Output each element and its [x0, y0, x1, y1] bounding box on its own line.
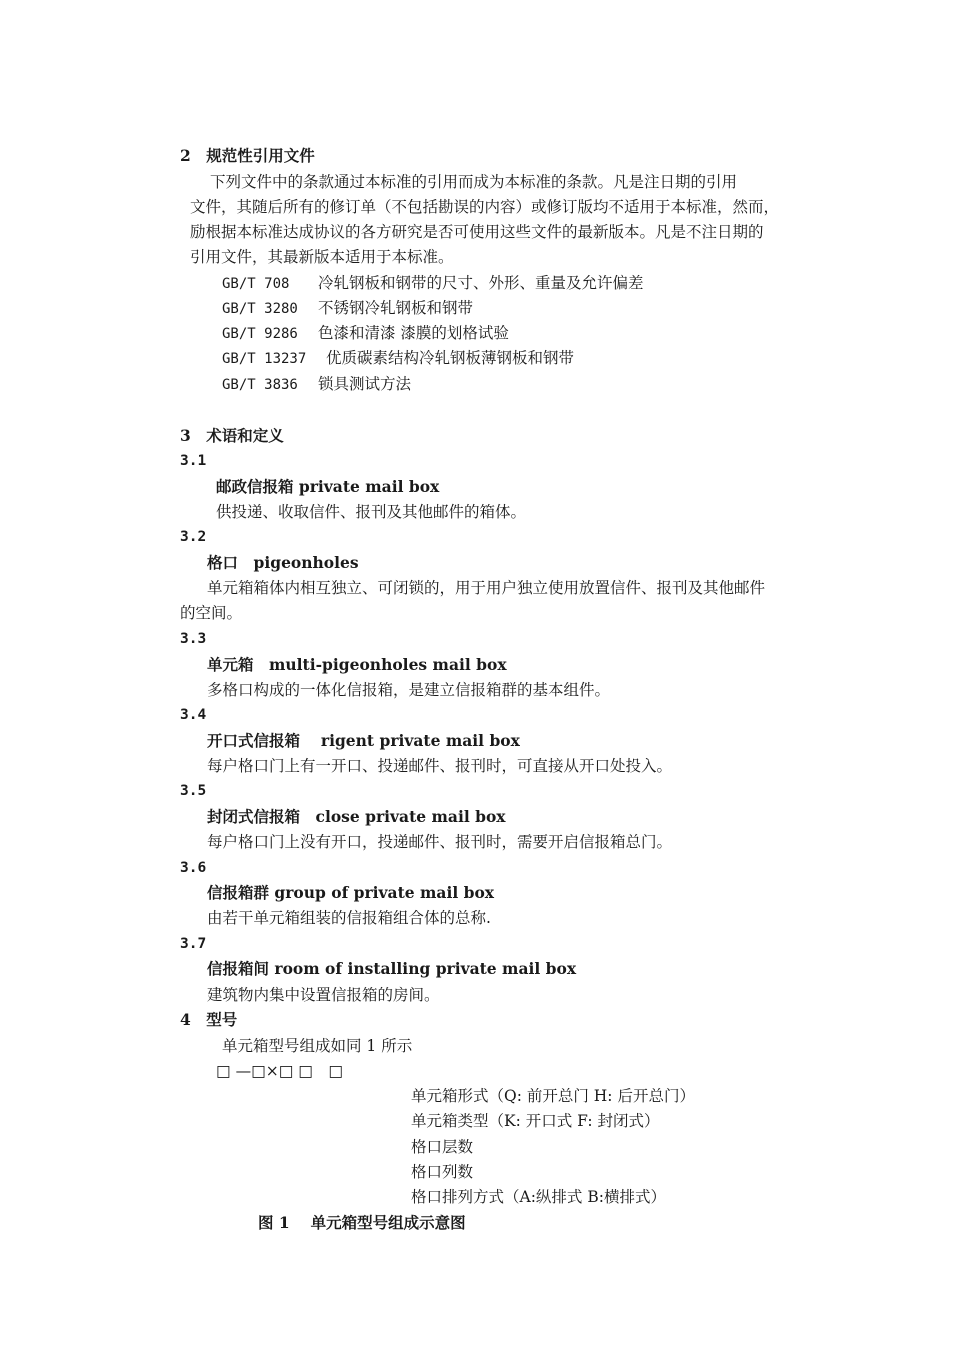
- model-legend-item: 格口层数: [411, 1138, 474, 1156]
- term-number: 3.3: [180, 631, 207, 647]
- reference-code: GB/T 9286: [222, 326, 298, 342]
- term-number: 3.6: [180, 860, 207, 876]
- reference-item: [222, 296, 473, 321]
- reference-item: [222, 271, 644, 296]
- reference-code: GB/T 708: [222, 276, 290, 292]
- section-3-heading: 3 术语和定义: [180, 426, 284, 445]
- reference-code: GB/T 3280: [222, 301, 298, 317]
- reference-title: 冷轧钢板和钢带的尺寸、外形、重量及允许偏差: [318, 274, 644, 292]
- term-definition: 由若干单元箱组装的信报箱组合体的总称.: [207, 909, 491, 927]
- term-definition: 供投递、收取信件、报刊及其他邮件的箱体。: [216, 503, 527, 521]
- term-number: 3.5: [180, 783, 207, 799]
- model-formula: □ —□×□ □ □: [216, 1062, 344, 1080]
- term-definition: 每户格口门上没有开口，投递邮件、报刊时，需要开启信报箱总门。: [207, 833, 673, 851]
- term-title: 开口式信报箱 rigent private mail box: [207, 731, 520, 750]
- model-legend-item: 格口排列方式（A:纵排式 B:横排式）: [411, 1188, 666, 1206]
- reference-code: GB/T 13237: [222, 351, 307, 367]
- term-number: 3.7: [180, 936, 207, 952]
- term-title: 信报箱群 group of private mail box: [207, 883, 495, 902]
- term-title: 单元箱 multi-pigeonholes mail box: [207, 655, 507, 674]
- term-number: 3.1: [180, 453, 207, 469]
- reference-title: 色漆和清漆 漆膜的划格试验: [318, 324, 509, 342]
- model-intro: 单元箱型号组成如同 1 所示: [222, 1037, 413, 1055]
- reference-item: [222, 346, 574, 371]
- section-2-para-line-2: 文件，其随后所有的修订单（不包括勘误的内容）或修订版均不适用于本标准，然而，: [190, 198, 780, 216]
- term-number: 3.2: [180, 529, 207, 545]
- model-legend-item: 格口列数: [411, 1163, 474, 1181]
- term-definition: 单元箱箱体内相互独立、可闭锁的，用于用户独立使用放置信件、报刊及其他邮件: [207, 579, 766, 597]
- term-title: 信报箱间 room of installing private mail box: [207, 959, 577, 978]
- term-title: 格口 pigeonholes: [207, 553, 359, 572]
- section-2-heading: 2 规范性引用文件: [180, 146, 315, 165]
- section-2-para-line-1: 下列文件中的条款通过本标准的引用而成为本标准的条款。凡是注日期的引用: [210, 173, 738, 191]
- model-legend-item: 单元箱类型（K: 开口式 F: 封闭式）: [411, 1112, 660, 1130]
- reference-title: 优质碳素结构冷轧钢板薄钢板和钢带: [326, 349, 575, 367]
- term-number: 3.4: [180, 707, 207, 723]
- term-definition: 多格口构成的一体化信报箱，是建立信报箱群的基本组件。: [207, 681, 611, 699]
- reference-item: [222, 321, 509, 346]
- figure-caption: 图 1 单元箱型号组成示意图: [258, 1213, 466, 1232]
- section-4-heading: 4 型号: [180, 1010, 238, 1029]
- reference-title: 不锈钢冷轧钢板和钢带: [318, 299, 474, 317]
- term-definition: 每户格口门上有一开口、投递邮件、报刊时，可直接从开口处投入。: [207, 757, 673, 775]
- term-definition: 建筑物内集中设置信报箱的房间。: [207, 986, 440, 1004]
- term-title: 邮政信报箱 private mail box: [216, 477, 440, 496]
- reference-code: GB/T 3836: [222, 377, 298, 393]
- section-2-para-line-3: 励根据本标准达成协议的各方研究是否可使用这些文件的最新版本。凡是不注日期的: [190, 223, 764, 241]
- term-title: 封闭式信报箱 close private mail box: [207, 807, 506, 826]
- reference-title: 锁具测试方法: [318, 375, 412, 393]
- reference-item: [222, 372, 411, 397]
- model-legend-item: 单元箱形式（Q: 前开总门 H: 后开总门）: [411, 1087, 695, 1105]
- section-2-para-line-4: 引用文件，其最新版本适用于本标准。: [190, 248, 454, 266]
- term-definition: 的空间。: [180, 604, 243, 622]
